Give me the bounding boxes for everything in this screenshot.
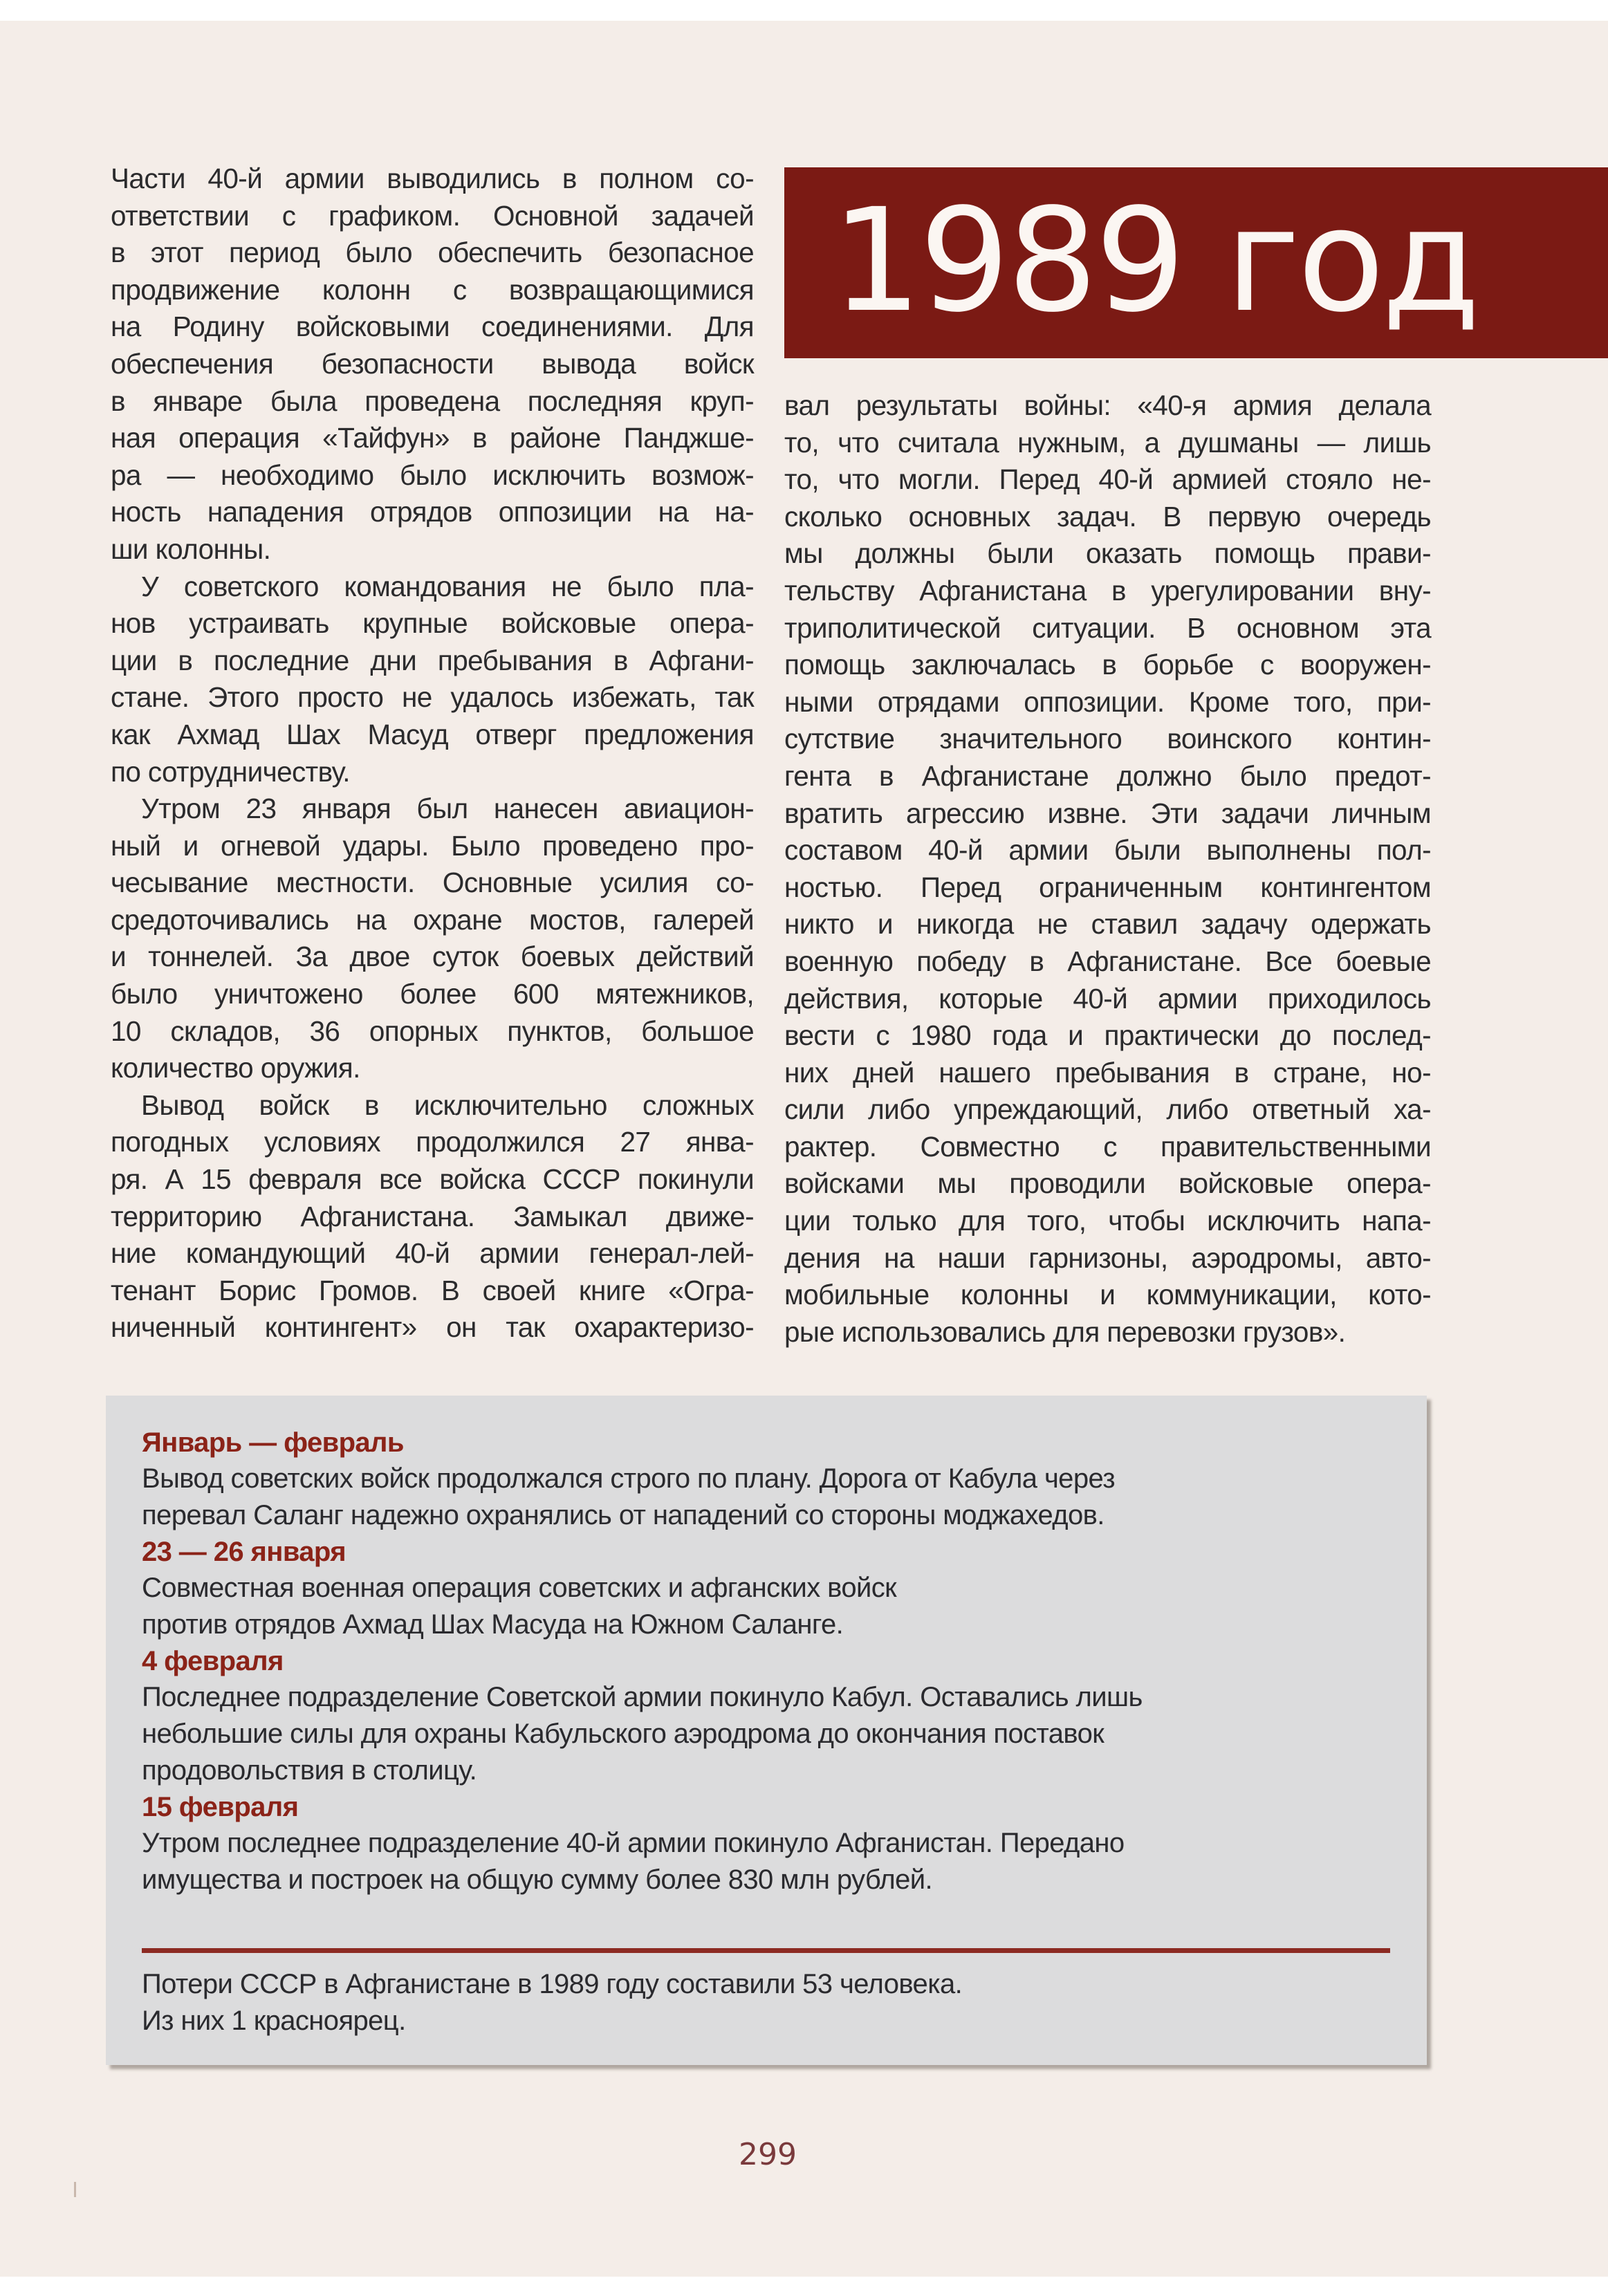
text-line: 10 складов, 36 опорных пунктов, большое (111, 1015, 754, 1047)
chronicle-text-line: Совместная военная операция советских и афганских войск (142, 1573, 897, 1603)
text-line: ными отрядами оппозиции. Кроме того, при- (784, 685, 1431, 718)
text-line: по сотрудничеству. (111, 755, 350, 788)
text-line: мобильные колонны и коммуникации, кото- (784, 1279, 1431, 1311)
text-line: территорию Афганистана. Замыкал движе- (111, 1200, 754, 1232)
text-line: действия, которые 40-й армии приходилось (784, 982, 1431, 1015)
summary-line: Из них 1 красноярец. (142, 2006, 406, 2036)
text-line: военную победу в Афганистане. Все боевые (784, 945, 1431, 977)
text-line: ностью. Перед ограниченным контингентом (784, 871, 1431, 903)
text-line: рактер. Совместно с правительственными (784, 1130, 1431, 1163)
scan-artifact (74, 2182, 76, 2197)
text-line: количество оружия. (111, 1052, 360, 1084)
text-line: ря. А 15 февраля все войска СССР покинули (111, 1163, 754, 1196)
text-line: то, что считала нужным, а душманы — лишь (784, 426, 1431, 459)
text-line: ответствии с графиком. Основной задачей (111, 199, 754, 232)
text-line: Вывод войск в исключительно сложных (141, 1089, 754, 1121)
chronicle-entries (142, 1425, 1387, 1898)
text-line: ность нападения отрядов оппозиции на на- (111, 496, 754, 528)
chronicle-text-line: Последнее подразделение Советской армии покинуло Кабул. Оставались лишь (142, 1682, 1143, 1712)
text-line: триполитической ситуации. В основном эта (784, 611, 1431, 644)
text-line: гента в Афганистане должно было предот- (784, 759, 1431, 792)
text-line: погодных условиях продолжился 27 янва- (111, 1126, 754, 1158)
text-line: тенант Борис Громов. В своей книге «Огра- (111, 1274, 754, 1306)
text-line: в этот период было обеспечить безопасное (111, 237, 754, 269)
text-line: сили либо упреждающий, либо ответный ха- (784, 1093, 1431, 1126)
year-banner (784, 167, 1608, 358)
chronicle-entry (142, 1534, 1387, 1643)
chronicle-text-line: небольшие силы для охраны Кабульского аэродрома до окончания поставок (142, 1719, 1105, 1749)
left-column-text (111, 160, 754, 1346)
chronicle-summary (142, 1966, 1387, 2039)
text-line: вал результаты войны: «40-я армия делала (784, 389, 1431, 421)
chronicle-date: 15 февраля (142, 1792, 299, 1822)
text-line: ние командующий 40-й армии генерал-лей- (111, 1237, 754, 1270)
chronicle-text-line: Вывод советских войск продолжался строго по плану. Дорога от Кабула через (142, 1463, 1115, 1494)
text-line: тельству Афганистана в урегулировании вну- (784, 574, 1431, 607)
chronicle-text-line: Утром последнее подразделение 40-й армии покинуло Афганистан. Передано (142, 1828, 1125, 1858)
summary-line: Потери СССР в Афганистане в 1989 году составили 53 человека. (142, 1969, 963, 1999)
text-line: на Родину войсковыми соединениями. Для (111, 311, 754, 343)
chronicle-box (106, 1396, 1427, 2065)
text-line: нов устраивать крупные войсковые опера- (111, 607, 754, 640)
text-line: ши колонны. (111, 533, 271, 565)
text-line: войсками мы проводили войсковые опера- (784, 1167, 1431, 1200)
text-line: У советского командования не было пла- (141, 570, 754, 602)
text-line: сутствие значительного воинского контин- (784, 723, 1431, 755)
chronicle-text-line: имущества и построек на общую сумму более 830 млн рублей. (142, 1864, 933, 1895)
chronicle-text-line: против отрядов Ахмад Шах Масуда на Южном Саланге. (142, 1609, 844, 1640)
text-line: ная операция «Тайфун» в районе Панджше- (111, 422, 754, 454)
text-line: в январе была проведена последняя круп- (111, 385, 754, 417)
text-line: рые использовались для перевозки грузов». (784, 1315, 1346, 1348)
text-line: продвижение колонн с возвращающимися (111, 273, 754, 306)
text-line: ции только для того, чтобы исключить напа- (784, 1205, 1431, 1237)
chronicle-text-line: перевал Саланг надежно охранялись от нападений со стороны моджахедов. (142, 1500, 1105, 1530)
text-line: стане. Этого просто не удалось избежать, так (111, 681, 754, 714)
text-line: ный и огневой удары. Было проведено про- (111, 829, 754, 862)
text-line: составом 40-й армии были выполнены пол- (784, 834, 1431, 867)
text-line: них дней нашего пребывания в стране, но- (784, 1056, 1431, 1089)
chronicle-entry (142, 1643, 1387, 1789)
text-line: было уничтожено более 600 мятежников, (111, 978, 754, 1010)
text-line: обеспечения безопасности вывода войск (111, 347, 754, 380)
chronicle-divider (142, 1948, 1390, 1953)
page-number: 299 (739, 2137, 797, 2172)
text-line: вести с 1980 года и практически до послед- (784, 1019, 1431, 1052)
text-line: сколько основных задач. В первую очередь (784, 500, 1431, 533)
chronicle-text-line: продовольствия в столицу. (142, 1755, 477, 1786)
text-line: средоточивались на охране мостов, галерей (111, 903, 754, 936)
text-line: Части 40-й армии выводились в полном со- (111, 163, 754, 194)
text-line: вратить агрессию извне. Эти задачи личным (784, 797, 1431, 829)
chronicle-date: Январь — февраль (142, 1427, 404, 1458)
year-title: 1989 год (831, 178, 1478, 344)
chronicle-entry (142, 1425, 1387, 1534)
text-line: ра — необходимо было исключить возмож- (111, 459, 754, 491)
text-line: ниченный контингент» он так охарактеризо- (111, 1311, 754, 1344)
text-line: Утром 23 января был нанесен авиацион- (141, 793, 754, 825)
text-line: и тоннелей. За двое суток боевых действий (111, 941, 754, 973)
text-line: ции в последние дни пребывания в Афгани- (111, 644, 754, 676)
chronicle-entry (142, 1789, 1387, 1898)
text-line: чесывание местности. Основные усилия со- (111, 867, 754, 899)
text-line: то, что могли. Перед 40-й армией стояло не- (784, 463, 1431, 496)
chronicle-date: 23 — 26 января (142, 1537, 346, 1567)
text-line: мы должны были оказать помощь прави- (784, 537, 1431, 570)
text-line: как Ахмад Шах Масуд отверг предложения (111, 718, 754, 750)
text-line: помощь заключалась в борьбе с вооружен- (784, 649, 1431, 681)
right-column-text (784, 387, 1431, 1351)
text-line: дения на наши гарнизоны, аэродромы, авто- (784, 1241, 1431, 1274)
chronicle-date: 4 февраля (142, 1646, 284, 1676)
text-line: никто и никогда не ставил задачу одержать (784, 908, 1431, 941)
